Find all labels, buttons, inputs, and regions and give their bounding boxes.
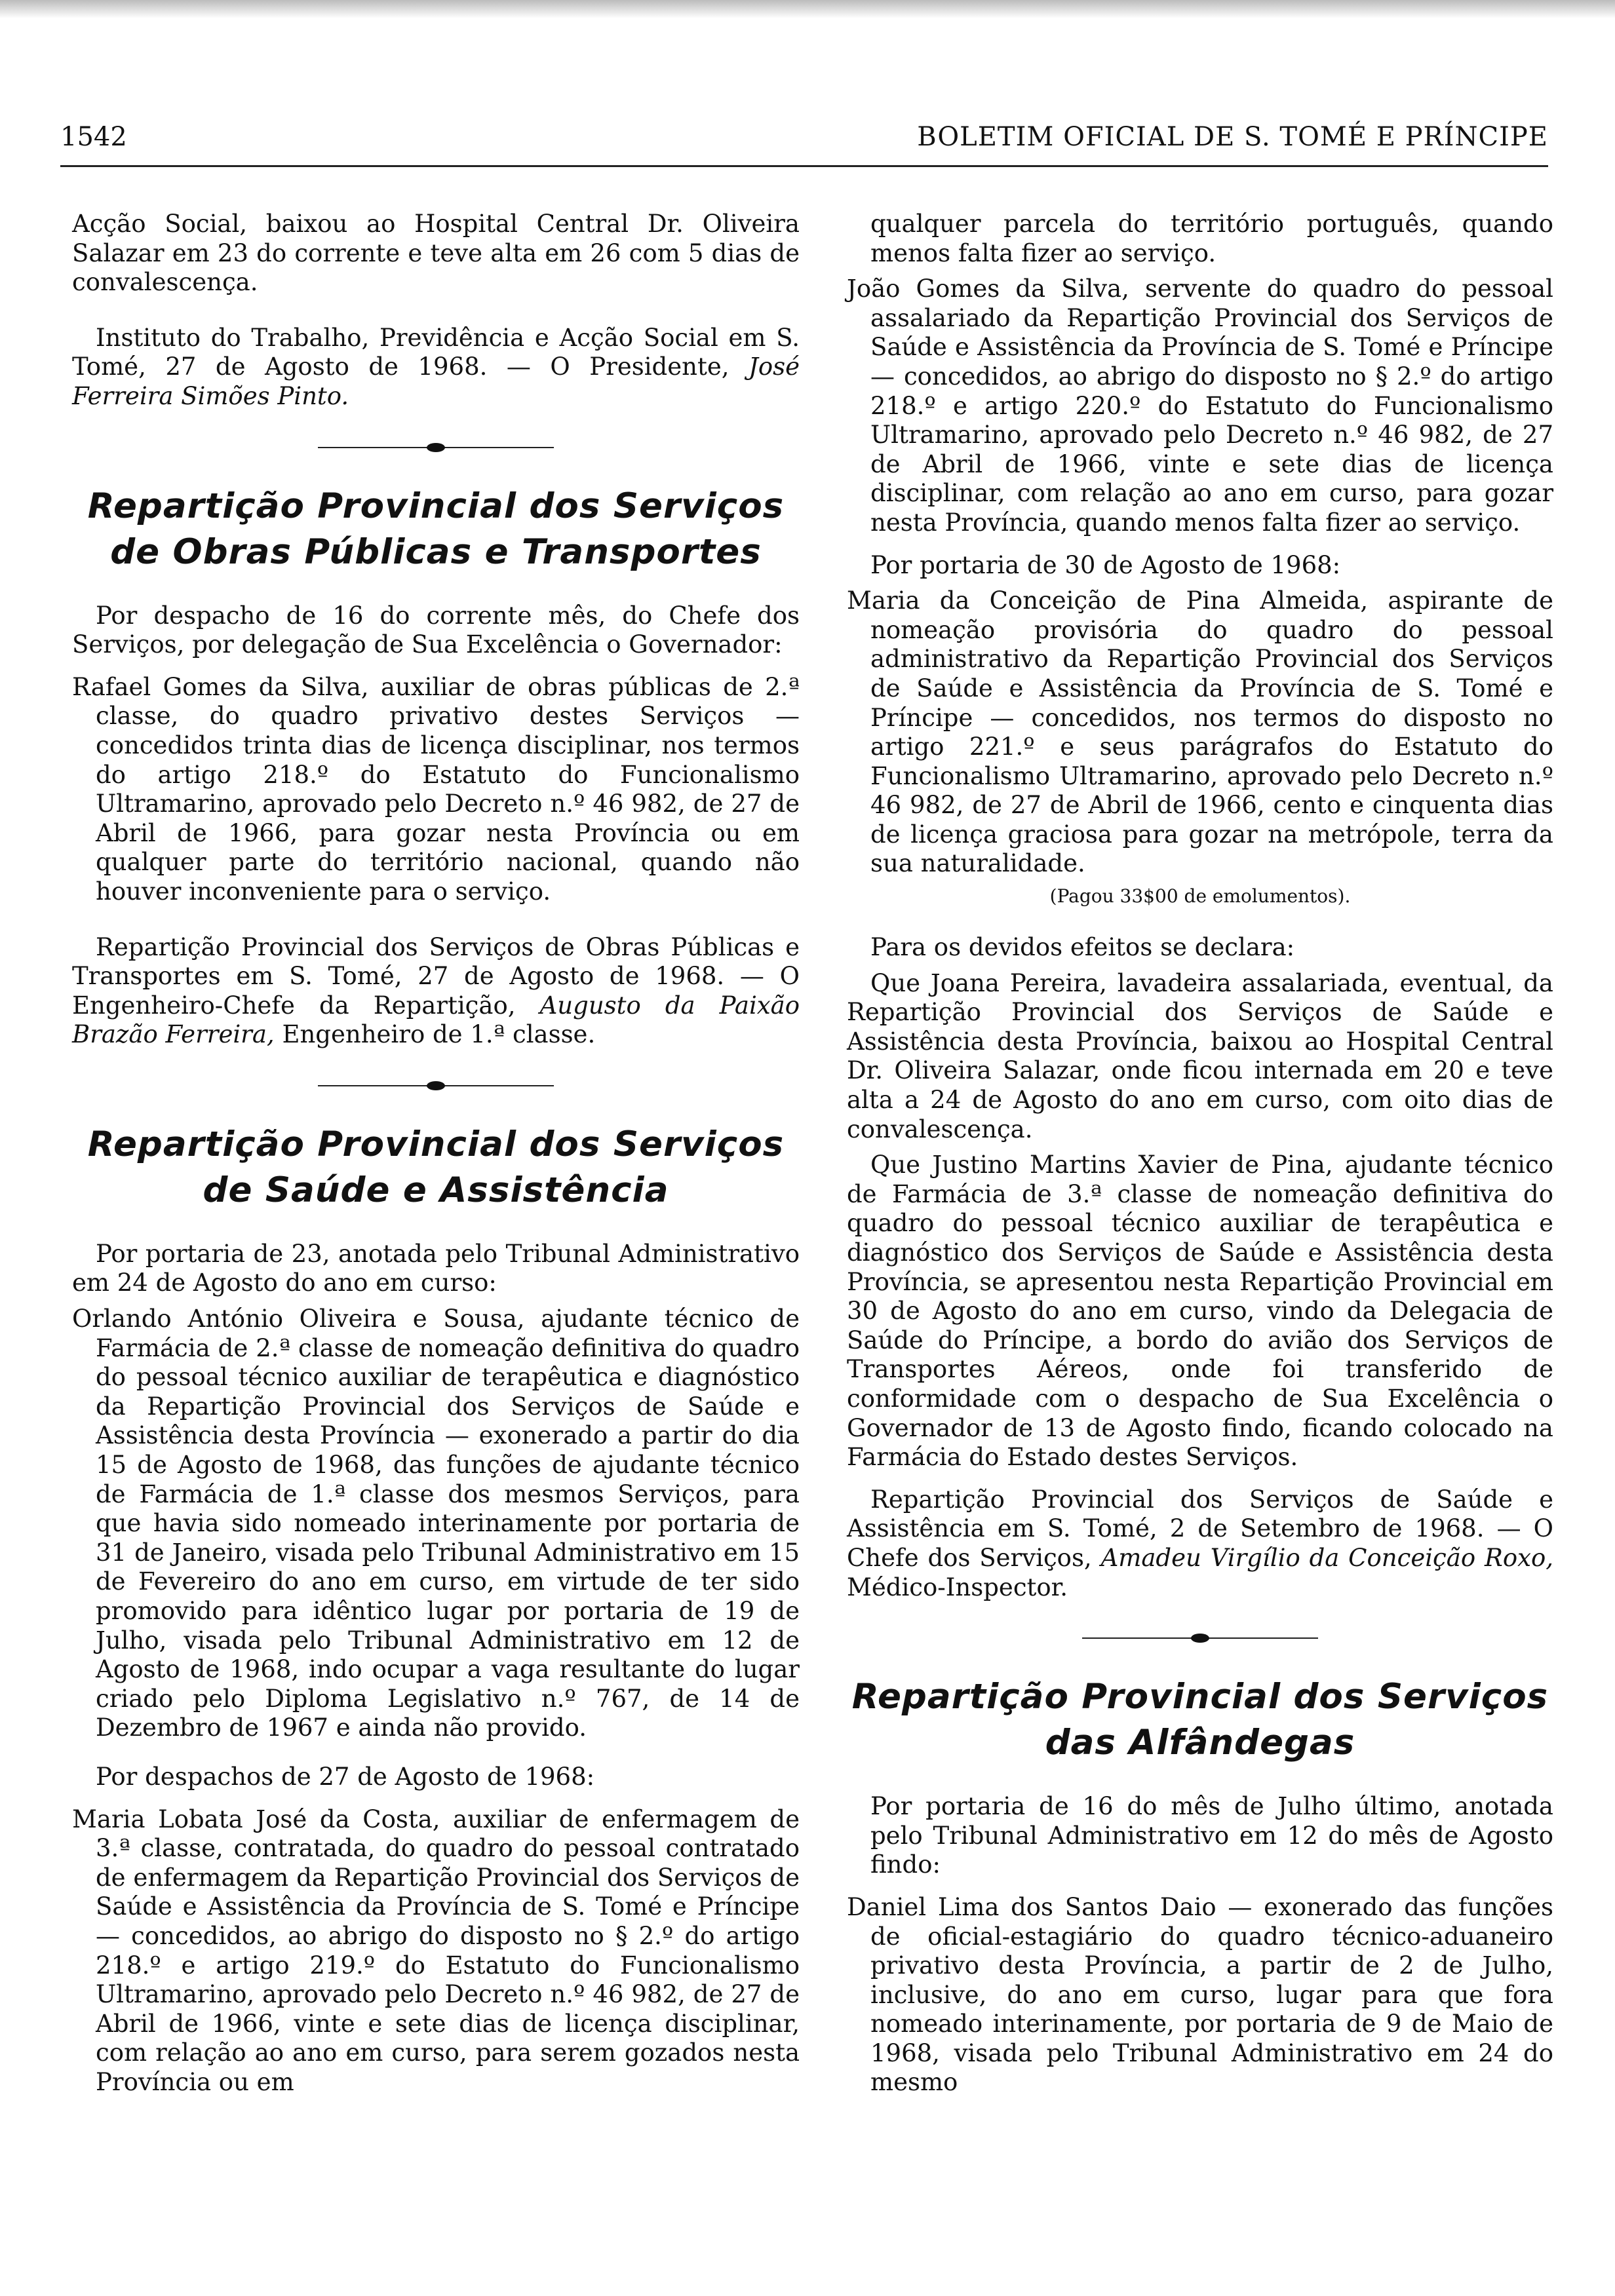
fee-note: (Pagou 33$00 de emolumentos). [1049,885,1351,908]
paragraph-despacho: Por despacho de 16 do corrente mês, do Chefe dos Serviços, por delegação de Sua Excelência o Governador: [72,601,800,659]
separator-ornament [318,1076,554,1096]
paragraph-portaria-23: Por portaria de 23, anotada pelo Tribunal Administrativo em 24 de Agosto do ano em curso: [72,1239,800,1297]
paragraph-daniel: Daniel Lima dos Santos Daio — exonerado das funções de oficial-estagiário do quadro técnico-aduaneiro privativo desta Província, a partir de 2 de Julho, inclusive, do ano em curso, lugar para que fora nomeado interinamente, por portaria de 9 de Maio de 1968, visada pelo Tribunal Administrativo em 24 do mesmo [847,1892,1553,2097]
header-rule [60,165,1548,167]
paragraph-reparticao-obras: Repartição Provincial dos Serviços de Obras Públicas e Transportes em S. Tomé, 27 de Agosto de 1968. — O Engenheiro-Chefe da Repartição, Augusto da Paixão Brazão Ferreira, Engenheiro de 1.ª classe. [72,932,800,1049]
paragraph-instituto: Instituto do Trabalho, Previdência e Acção Social em S. Tomé, 27 de Agosto de 1968. — O Presidente, José Ferreira Simões Pinto. [72,323,800,410]
paragraph-continuation: qualquer parcela do território português, quando menos falta fizer ao serviço. [870,210,1553,267]
paragraph-portaria-30: Por portaria de 30 de Agosto de 1968: [870,550,1341,579]
scan-top-edge [0,0,1615,18]
signature-name: José Ferreira Simões Pinto. [72,353,800,410]
paragraph-rafael: Rafael Gomes da Silva, auxiliar de obras públicas de 2.ª classe, do quadro privativo destes Serviços — concedidos trinta dias de licença disciplinar, nos termos do artigo 218.º do Estatuto do Funcionalismo Ultramarino, aprovado pelo Decreto n.º 46 982, de 27 de Abril de 1966, para gozar nesta Província ou em qualquer parte do território nacional, quando não houver inconveniente para o serviço. [72,672,800,906]
page-header [60,122,1548,161]
paragraph-portaria-16: Por portaria de 16 do mês de Julho último, anotada pelo Tribunal Administrativo em 12 do mês de Agosto findo: [870,1792,1553,1879]
separator-ornament [318,438,554,457]
section-heading-saude: Repartição Provincial dos Serviços de Saúde e Assistência [87,1124,785,1210]
running-title: BOLETIM OFICIAL DE S. TOMÉ E PRÍNCIPE [917,122,1548,152]
paragraph-justino: Que Justino Martins Xavier de Pina, ajudante técnico de Farmácia de 3.ª classe de nomeação definitiva do quadro do pessoal técnico auxiliar de terapêutica e diagnóstico dos Serviços de Saúde e Assistência desta Província, se apresentou nesta Repartição Provincial em 30 de Agosto do ano em curso, vindo da Delegacia de Saúde do Príncipe, a bordo do avião dos Serviços de Transportes Aéreos, onde foi transferido de conformidade com o despacho de Sua Excelência o Governador de 13 de Agosto findo, ficando colocado na Farmácia do Estado destes Serviços. [847,1151,1553,1472]
signature-name: Augusto da Paixão Brazão Ferreira, [72,991,800,1049]
paragraph-despachos-27: Por despachos de 27 de Agosto de 1968: [96,1762,595,1791]
right-column [847,210,1553,2097]
paragraph-reparticao-saude: Repartição Provincial dos Serviços de Saúde e Assistência em S. Tomé, 2 de Setembro de 1968. — O Chefe dos Serviços, Amadeu Virgílio da Conceição Roxo, Médico-Inspector. [847,1485,1553,1601]
section-heading-alfandegas: Repartição Provincial dos Serviços das Alfândegas [851,1677,1549,1763]
page-number: 1542 [60,122,127,152]
paragraph-orlando: Orlando António Oliveira e Sousa, ajudante técnico de Farmácia de 2.ª classe de nomeação definitiva do quadro do pessoal técnico auxiliar de terapêutica e diagnóstico da Repartição Provincial dos Serviços de Saúde e Assistência desta Província — exonerado a partir do dia 15 de Agosto de 1968, das funções de ajudante técnico de Farmácia de 1.ª classe dos mesmos Serviços, para que havia sido nomeado interinamente por portaria de 31 de Janeiro, visada pelo Tribunal Administrativo em 15 de Fevereiro do ano em curso, em virtude de ter sido promovido para idêntico lugar por portaria de 19 de Julho, visada pelo Tribunal Administrativo em 12 de Agosto de 1968, indo ocupar a vaga resultante do lugar criado pelo Diploma Legislativo n.º 767, de 14 de Dezembro de 1967 e ainda não provido. [72,1305,800,1742]
section-heading-obras-publicas: Repartição Provincial dos Serviços de Obras Públicas e Transportes [87,486,785,572]
left-column [72,210,800,2097]
paragraph-joana: Que Joana Pereira, lavadeira assalariada, eventual, da Repartição Provincial dos Serviços de Saúde e Assistência desta Província, baixou ao Hospital Central Dr. Oliveira Salazar, onde ficou internada em 20 e teve alta a 24 de Agosto do ano em curso, com oito dias de convalescença. [847,968,1553,1143]
paragraph-maria-conceicao: Maria da Conceição de Pina Almeida, aspirante de nomeação provisória do quadro do pessoal administrativo da Repartição Provincial dos Serviços de Saúde e Assistência da Província de S. Tomé e Príncipe — concedidos, nos termos do disposto no artigo 221.º e seus parágrafos do Estatuto do Funcionalismo Ultramarino, aprovado pelo Decreto n.º 46 982, de 27 de Abril de 1966, cento e cinquenta dias de licença graciosa para gozar na metrópole, terra da sua naturalidade. [847,586,1553,878]
paragraph-continuation: Acção Social, baixou ao Hospital Central Dr. Oliveira Salazar em 23 do corrente e teve alta em 26 com 5 dias de convalescença. [72,210,800,297]
paragraph-maria-lobata: Maria Lobata José da Costa, auxiliar de enfermagem de 3.ª classe, contratada, do quadro do pessoal contratado de enfermagem da Repartição Provincial dos Serviços de Saúde e Assistência da Província de S. Tomé e Príncipe — concedidos, ao abrigo do disposto no § 2.º do artigo 218.º e artigo 219.º do Estatuto do Funcionalismo Ultramarino, aprovado pelo Decreto n.º 46 982, de 27 de Abril de 1966, vinte e sete dias de licença disciplinar, com relação ao ano em curso, para serem gozados nesta Província ou em [72,1805,800,2096]
signature-name: Amadeu Virgílio da Conceição Roxo, [1100,1543,1553,1572]
paragraph-declara: Para os devidos efeitos se declara: [870,933,1295,962]
paragraph-joao: João Gomes da Silva, servente do quadro do pessoal assalariado da Repartição Provincial dos Serviços de Saúde e Assistência da Província de S. Tomé e Príncipe — concedidos, ao abrigo do disposto no § 2.º do artigo 218.º e artigo 220.º do Estatuto do Funcionalismo Ultramarino, aprovado pelo Decreto n.º 46 982, de 27 de Abril de 1966, vinte e sete dias de licença disciplinar, com relação ao ano em curso, para gozar nesta Província, quando menos falta fizer ao serviço. [847,275,1553,537]
separator-ornament [1082,1628,1318,1648]
